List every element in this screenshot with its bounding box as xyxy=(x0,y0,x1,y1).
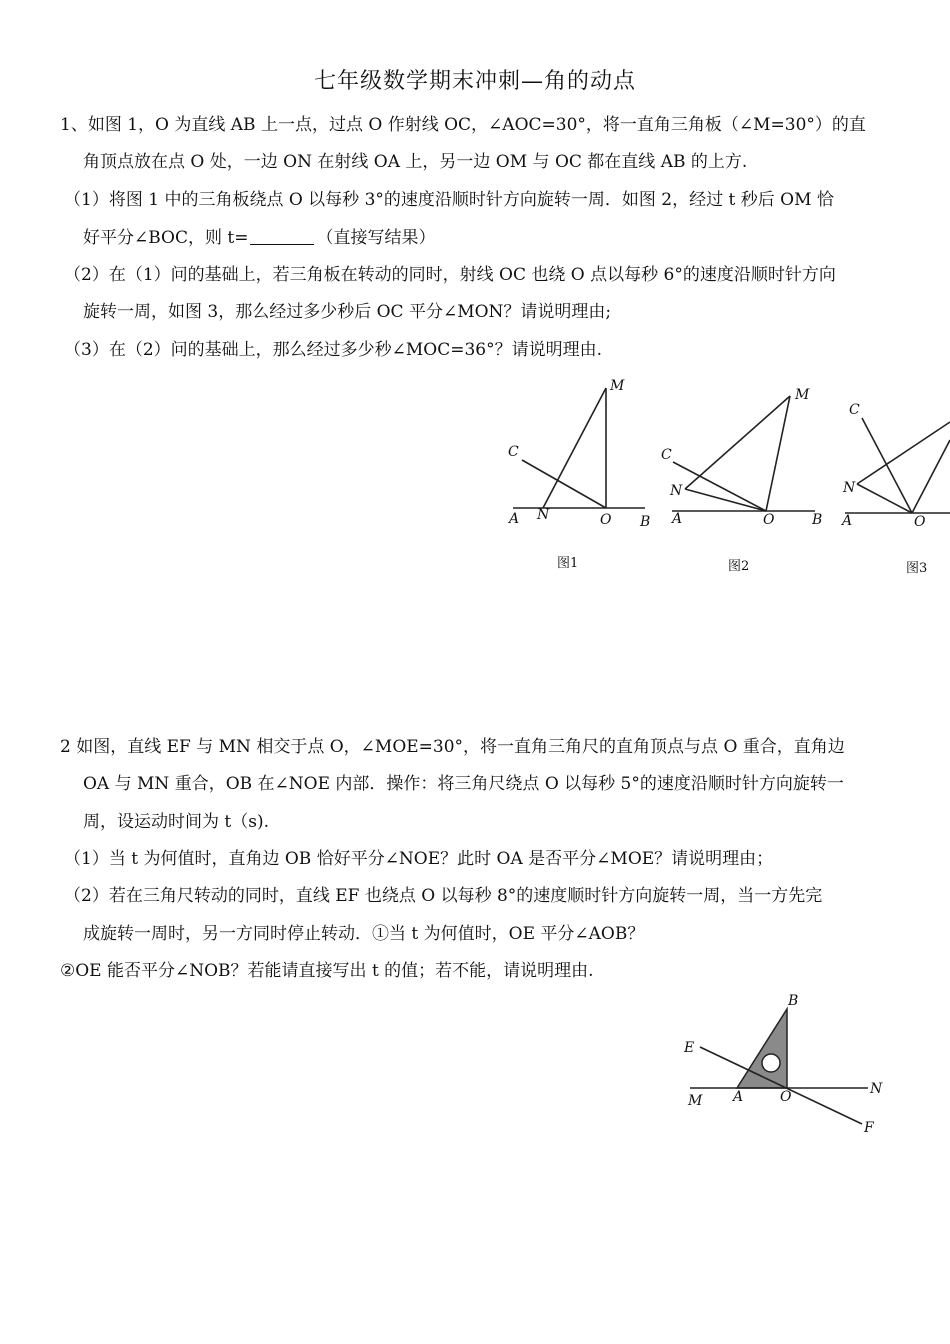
set-square-hole xyxy=(762,1054,780,1072)
fig2-label-m: M xyxy=(795,387,810,403)
page-title: 七年级数学期末冲刺—角的动点 xyxy=(313,69,636,94)
fig2-label-c: C xyxy=(661,447,672,463)
p1-line-4-tail: （直接写结果） xyxy=(316,228,436,248)
fig-label-m: M xyxy=(688,1093,703,1109)
p1-line-1: 1、如图 1，O 为直线 AB 上一点，过点 O 作射线 OC，∠AOC=30°，将一直角三角板（∠M=30°）的直 xyxy=(60,115,866,135)
fig-label-o: O xyxy=(780,1089,792,1105)
fig1-label-c: C xyxy=(508,444,519,460)
p1-line-3: （1）将图 1 中的三角板绕点 O 以每秒 3°的速度沿顺时针方向旋转一周．如图 2，经过 t 秒后 OM 恰 xyxy=(64,190,834,210)
fig2-label-a: A xyxy=(672,511,683,527)
fig3-label-a: A xyxy=(842,513,853,529)
fig-label-e: E xyxy=(684,1040,695,1056)
fig2-label-n: N xyxy=(670,483,683,499)
p1-line-5: （2）在（1）问的基础上，若三角板在转动的同时，射线 OC 也绕 O 点以每秒 6°的速度沿顺时针方向 xyxy=(64,265,836,285)
fig1-label-o: O xyxy=(600,512,612,528)
fig1-caption: 图1 xyxy=(557,556,579,571)
fig2-label-o: O xyxy=(763,512,775,528)
p2-line-3: 周，设运动时间为 t（s). xyxy=(83,812,269,832)
p2-line-5: （2）若在三角尺转动的同时，直线 EF 也绕点 O 以每秒 8°的速度顺时针方向旋转一周，当一方先完 xyxy=(64,886,823,906)
p2-line-4: （1）当 t 为何值时，直角边 OB 恰好平分∠NOE？此时 OA 是否平分∠MOE？请说明理由； xyxy=(64,849,774,869)
p1-line-4-text: 好平分∠BOC，则 t= xyxy=(83,228,249,248)
fig1-label-n: N xyxy=(537,507,550,523)
fig1-label-m: M xyxy=(610,378,625,394)
fig3-label-o: O xyxy=(914,514,926,530)
p1-line-2: 角顶点放在点 O 处，一边 ON 在射线 OA 上，另一边 OM 与 OC 都在直线 AB 的上方. xyxy=(83,152,748,172)
fig2-label-b: B xyxy=(812,512,823,528)
fig3-label-c: C xyxy=(849,402,860,418)
fig1-label-a: A xyxy=(509,511,520,527)
p1-line-7: （3）在（2）问的基础上，那么经过多少秒∠MOC=36°？请说明理由. xyxy=(64,340,603,360)
fig3-label-n: N xyxy=(843,480,856,496)
fig-label-f: F xyxy=(864,1120,874,1136)
fig2-caption: 图2 xyxy=(728,559,750,574)
fig-label-b: B xyxy=(788,993,799,1009)
p2-line-1: 2 如图，直线 EF 与 MN 相交于点 O，∠MOE=30°，将一直角三角尺的直角顶点与点 O 重合，直角边 xyxy=(60,737,845,757)
fig3-caption: 图3 xyxy=(906,561,928,576)
p2-line-6: 成旋转一周时，另一方同时停止转动．①当 t 为何值时，OE 平分∠AOB？ xyxy=(83,924,645,944)
p2-line-7: ②OE 能否平分∠NOB？若能请直接写出 t 的值；若不能，请说明理由. xyxy=(60,961,594,981)
fig1-label-b: B xyxy=(640,514,651,530)
p2-line-2: OA 与 MN 重合，OB 在∠NOE 内部．操作：将三角尺绕点 O 以每秒 5°的速度沿顺时针方向旋转一 xyxy=(83,774,844,794)
p1-line-6: 旋转一周，如图 3，那么经过多少秒后 OC 平分∠MON？请说明理由; xyxy=(83,302,612,322)
fig-label-n: N xyxy=(870,1081,883,1097)
fig-label-a: A xyxy=(733,1089,744,1105)
